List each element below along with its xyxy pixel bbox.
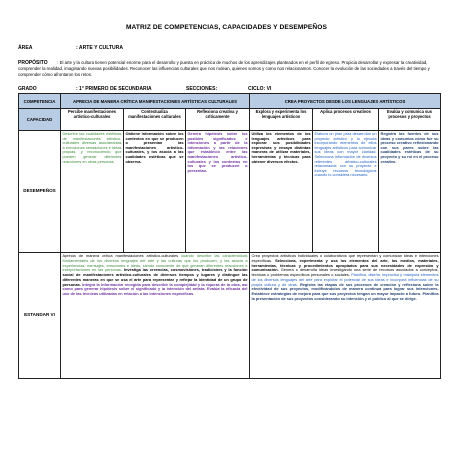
- desempeno-evalua: Registra las fuentes de sus ideas y comunica cómo fue su proceso creativo reflexionando con sus pares sobre las cualidades estéticas de su proyecto y su rol en el proceso creativo.: [379, 131, 441, 253]
- std2-part: Planifica, diseña, improvisa y manipula elementos de los diversos lenguajes del arte para explorar el potencial de sus ideas e incorpora influencias de su propia cultura y de otras.: [251, 272, 439, 287]
- capacidad-explora: Explora y experimenta los lenguajes artísticos: [250, 109, 313, 131]
- desempeno-contextualiza: Obtiene información sobre los contextos en que se producen o presentan las manifestaciones artístico-culturales, y los asocia a las cualidades estéticas que se observa.: [124, 131, 186, 253]
- competencia-header: COMPETENCIA: [19, 94, 61, 109]
- estandar-crea: [250, 253, 441, 379]
- desempeno-explora: Utiliza los elementos de los lenguajes artísticos para explorar sus posibilidades expresivas y ensaya distintas maneras de utilizar materiales, herramientas y técnicas para obtener diversos efectos.: [250, 131, 313, 253]
- area-label: ÁREA: [18, 45, 33, 51]
- area-value: : ARTE Y CULTURA: [76, 45, 124, 51]
- std1-part: Investiga las creencias, cosmovisiones, tradiciones y la función social de manifestaciones artístico-culturales de diversos tiempos y lugares y distingue las diferentes maneras en que se usa el arte para representar y reflejar la identidad de un grupo de personas.: [62, 267, 248, 287]
- std1-part: cuando describe las características fundamentales de los diversos lenguajes del arte y las culturas que los producen, y las asocia a experiencias, mensajes, emociones e ideas, siendo consciente de que generan diferentes reacciones e interpretaciones en las personas.: [62, 253, 248, 273]
- competency-crea: CREA PROYECTOS DESDE LOS LENGUAJES ARTÍSTICOS: [250, 94, 441, 109]
- std2-part: Genera o desarrolla ideas investigando una serie de recursos asociados a conceptos, técnicas o problemas específicos personales o sociales.: [251, 267, 439, 277]
- competency-matrix: [18, 93, 441, 379]
- area-row: [18, 45, 124, 51]
- std1-part: Integra la información recogida para describir la complejidad y la riqueza de la obra, así como para generar hipótesis sobre el significado y la intención del artista. Evalúa la eficacia del uso de las técnicas utilizadas en relación a las intenciones específicas.: [62, 281, 248, 296]
- capacidad-header: CAPACIDAD: [19, 109, 61, 131]
- desempeno-percibe: Describe las cualidades estéticas de manifestaciones artístico-culturales diversas asociándolas a emociones sensaciones e ideas propias, y reconociendo que pueden generar diferentes reacciones en otras personas.: [61, 131, 124, 253]
- secciones-label: SECCIONES:: [186, 86, 218, 92]
- std1-part: Aprecia de manera crítica manifestaciones artístico-culturales: [62, 253, 182, 258]
- proposito-label: PROPÓSITO: [18, 60, 48, 66]
- grado-value: : 1° PRIMERO DE SECUNDARIA: [76, 86, 152, 92]
- capacidad-aplica: Aplica procesos creativos: [313, 109, 379, 131]
- proposito-block: [18, 60, 440, 78]
- ciclo-label: CICLO: VI: [248, 86, 272, 92]
- desempeno-reflexiona: Genera hipótesis sobre los posibles significados e intenciones a partir de la información y las relaciones que estableció entre las manifestaciones artístico-culturales y los contextos en los que se producen o presentan.: [186, 131, 250, 253]
- competency-aprecia: APRECIA DE MANERA CRÍTICA MANIFESTACIONES ARTÍSTICAS CULTURALES: [61, 94, 250, 109]
- desempeno-aplica: Elabora un plan para desarrollar un proyecto artístico y lo ejecuta incorporando elementos de ellos lenguajes artísticos para comunicar sus ideas con mayor claridad. Selecciona información de diversos referentes artístico-culturales relacionados con su proyecto e incluye recursos tecnológicos cuando lo considera necesario.: [313, 131, 379, 253]
- desempenos-label: DESEMPEÑOS: [19, 131, 61, 253]
- proposito-text: : El arte y la cultura tienen potencial enorme para el desarrollo y puesta en práctica de muchos de los aprendizajes planteados en el perfil de egreso. Propicia desarrollar y expresar la creatividad, comprender la realidad, imaginando nuevas posibilidades. Reconocer las influencias culturales que nos rodean, quienes somos y como nos relacionamos. Conocer la evolución de las sociedades a través del tiempo y comprender cómo afrontaron los retos.: [18, 60, 430, 78]
- capacidad-evalua: Evalúa y comunica sus procesos y proyectos: [379, 109, 441, 131]
- estandar-aprecia: [61, 253, 250, 379]
- page-title: MATRIZ DE COMPETENCIAS, CAPACIDADES Y DESEMPEÑOS: [125, 24, 328, 31]
- std2-part: Crea proyectos artísticos individuales o colaborativos que representan y comunican ideas e intenciones específicas.: [251, 253, 439, 263]
- grado-label: GRADO: [18, 86, 37, 92]
- capacidad-percibe: Percibe manifestaciones artístico-culturales: [61, 109, 124, 131]
- estandar-label: ESTANDAR VI: [19, 253, 61, 379]
- capacidad-contextualiza: Contextualiza manifestaciones culturales: [124, 109, 186, 131]
- std2-part: Registra las etapas de sus procesos de creación y reflexiona sobre la efectividad de sus proyectos, modificándolos de manera continua para lograr sus intenciones. Establece estrategias de mejora para que sus proyectos tengan un mayor impacto a futuro. Planifica la presentación de sus proyectos considerando su intención y el público al que se dirige.: [251, 281, 439, 301]
- capacidad-reflexiona: Reflexiona creativa y críticamente: [186, 109, 250, 131]
- std2-part: Selecciona, experimenta y usa los elementos del arte, los medios, materiales, herramientas, técnicas y procedimientos apropiados para sus necesidades de expresión y comunicación.: [251, 257, 439, 273]
